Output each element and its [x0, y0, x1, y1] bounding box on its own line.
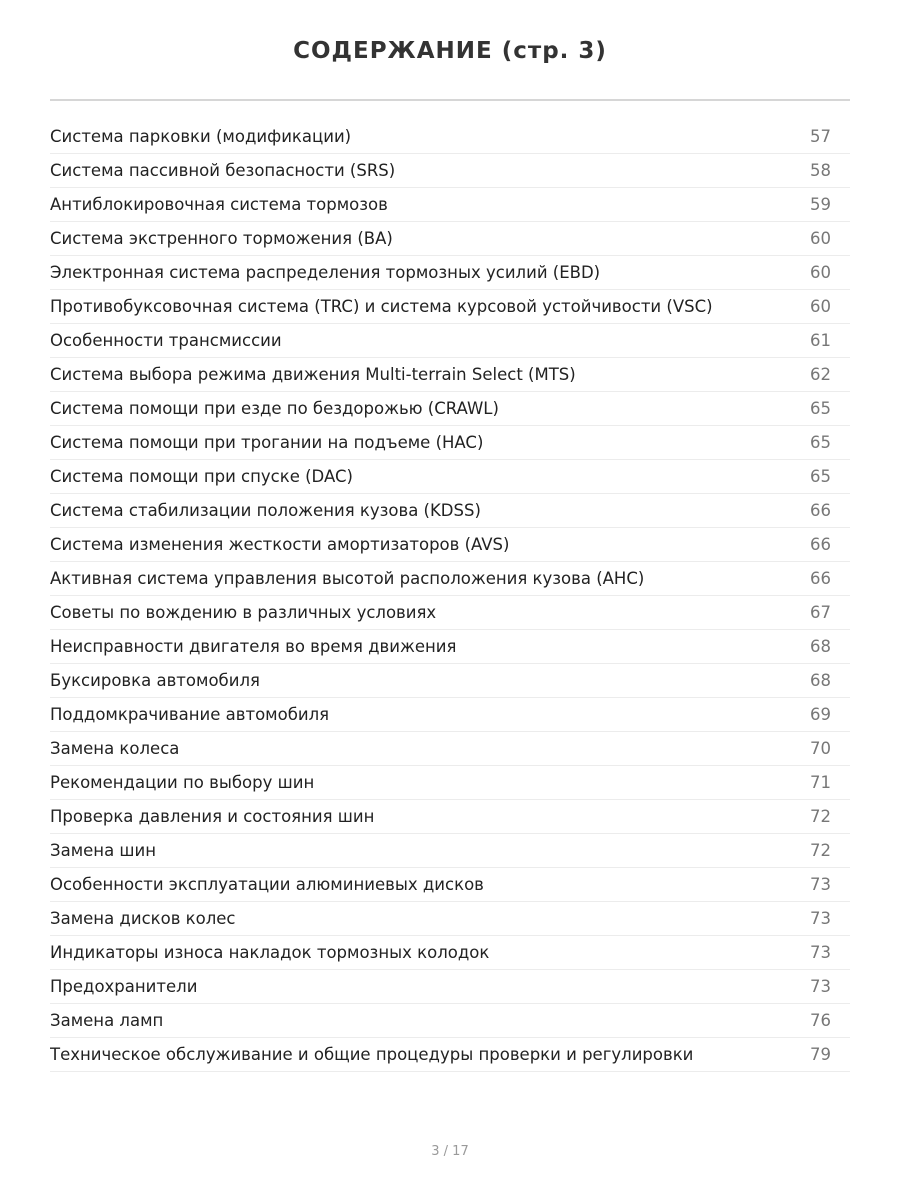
- toc-entry[interactable]: [50, 256, 850, 290]
- toc-entry[interactable]: [50, 562, 850, 596]
- title-divider: [50, 99, 850, 101]
- toc-entry-title: Система парковки (модификации): [50, 127, 352, 146]
- toc-entry-title: Поддомкрачивание автомобиля: [50, 705, 330, 724]
- toc-entry-page: 65: [810, 467, 831, 486]
- toc-entry-page: 62: [810, 365, 831, 384]
- toc-entry[interactable]: [50, 188, 850, 222]
- toc-entry-page: 73: [810, 977, 831, 996]
- toc-entry-page: 68: [810, 637, 831, 656]
- toc-entry-title: Замена ламп: [50, 1011, 164, 1030]
- toc-entry[interactable]: [50, 630, 850, 664]
- toc-entry-page: 73: [810, 943, 831, 962]
- toc-entry-title: Система помощи при трогании на подъеме (HAC): [50, 433, 484, 452]
- toc-entry-page: 65: [810, 399, 831, 418]
- toc-entry-title: Индикаторы износа накладок тормозных колодок: [50, 943, 490, 962]
- toc-entry-title: Система помощи при езде по бездорожью (CRAWL): [50, 399, 499, 418]
- toc-entry-page: 58: [810, 161, 831, 180]
- toc-entry[interactable]: [50, 120, 850, 154]
- toc-entry-page: 71: [810, 773, 831, 792]
- toc-entry[interactable]: [50, 664, 850, 698]
- toc-entry[interactable]: [50, 698, 850, 732]
- toc-entry-page: 67: [810, 603, 831, 622]
- toc-entry-title: Проверка давления и состояния шин: [50, 807, 375, 826]
- toc-entry-page: 72: [810, 841, 831, 860]
- toc-entry[interactable]: [50, 528, 850, 562]
- toc-entry[interactable]: [50, 936, 850, 970]
- toc-entry[interactable]: [50, 392, 850, 426]
- toc-entry-page: 76: [810, 1011, 831, 1030]
- toc-entry-page: 69: [810, 705, 831, 724]
- toc-entry-title: Замена дисков колес: [50, 909, 236, 928]
- toc-entry[interactable]: [50, 732, 850, 766]
- toc-entry-title: Система выбора режима движения Multi-terrain Select (MTS): [50, 365, 576, 384]
- toc-entry-page: 70: [810, 739, 831, 758]
- toc-entry-title: Особенности эксплуатации алюминиевых дисков: [50, 875, 484, 894]
- toc-entry[interactable]: [50, 460, 850, 494]
- page-indicator: 3 / 17: [431, 1144, 469, 1159]
- toc-entry-page: 59: [810, 195, 831, 214]
- toc-entry-title: Техническое обслуживание и общие процедуры проверки и регулировки: [50, 1045, 694, 1064]
- toc-entry-page: 61: [810, 331, 831, 350]
- toc-entry-page: 60: [810, 297, 831, 316]
- toc-entry-page: 60: [810, 229, 831, 248]
- toc-entry[interactable]: [50, 154, 850, 188]
- toc-entry-page: 66: [810, 501, 831, 520]
- toc-entry-title: Замена шин: [50, 841, 157, 860]
- toc-entry[interactable]: [50, 324, 850, 358]
- toc-entry-title: Предохранители: [50, 977, 198, 996]
- toc-entry-title: Активная система управления высотой расположения кузова (AHC): [50, 569, 645, 588]
- toc-entry[interactable]: [50, 1038, 850, 1072]
- toc-entry-title: Система помощи при спуске (DAC): [50, 467, 353, 486]
- toc-entry[interactable]: [50, 834, 850, 868]
- toc-entry-page: 73: [810, 909, 831, 928]
- toc-entry[interactable]: [50, 868, 850, 902]
- toc-entry[interactable]: [50, 766, 850, 800]
- toc-entry[interactable]: [50, 902, 850, 936]
- toc-entry-title: Система экстренного торможения (BA): [50, 229, 393, 248]
- toc-entry-title: Буксировка автомобиля: [50, 671, 260, 690]
- toc-entry-title: Советы по вождению в различных условиях: [50, 603, 437, 622]
- toc-entry[interactable]: [50, 1004, 850, 1038]
- toc-entry-page: 73: [810, 875, 831, 894]
- toc-entry[interactable]: [50, 358, 850, 392]
- toc-entry-title: Рекомендации по выбору шин: [50, 773, 315, 792]
- toc-entry-page: 57: [810, 127, 831, 146]
- toc-entry-page: 68: [810, 671, 831, 690]
- toc-entry[interactable]: [50, 800, 850, 834]
- toc-entry[interactable]: [50, 596, 850, 630]
- toc-entry-title: Система изменения жесткости амортизаторов (AVS): [50, 535, 510, 554]
- page-title: СОДЕРЖАНИЕ (стр. 3): [293, 38, 607, 64]
- toc-entry-title: Особенности трансмиссии: [50, 331, 282, 350]
- toc-entry-page: 65: [810, 433, 831, 452]
- toc-entry-title: Антиблокировочная система тормозов: [50, 195, 388, 214]
- toc-entry-title: Система стабилизации положения кузова (KDSS): [50, 501, 481, 520]
- toc-entry-title: Замена колеса: [50, 739, 180, 758]
- toc-entry-page: 79: [810, 1045, 831, 1064]
- toc-entry-page: 66: [810, 535, 831, 554]
- toc-entry[interactable]: [50, 426, 850, 460]
- toc-entry-page: 66: [810, 569, 831, 588]
- toc-list: [50, 120, 850, 1072]
- toc-entry[interactable]: [50, 290, 850, 324]
- toc-entry-title: Неисправности двигателя во время движения: [50, 637, 457, 656]
- toc-entry[interactable]: [50, 494, 850, 528]
- toc-entry-title: Электронная система распределения тормозных усилий (EBD): [50, 263, 601, 282]
- toc-entry-title: Противобуксовочная система (TRC) и система курсовой устойчивости (VSC): [50, 297, 713, 316]
- toc-entry-page: 60: [810, 263, 831, 282]
- toc-entry[interactable]: [50, 970, 850, 1004]
- toc-entry-page: 72: [810, 807, 831, 826]
- toc-entry-title: Система пассивной безопасности (SRS): [50, 161, 396, 180]
- toc-entry[interactable]: [50, 222, 850, 256]
